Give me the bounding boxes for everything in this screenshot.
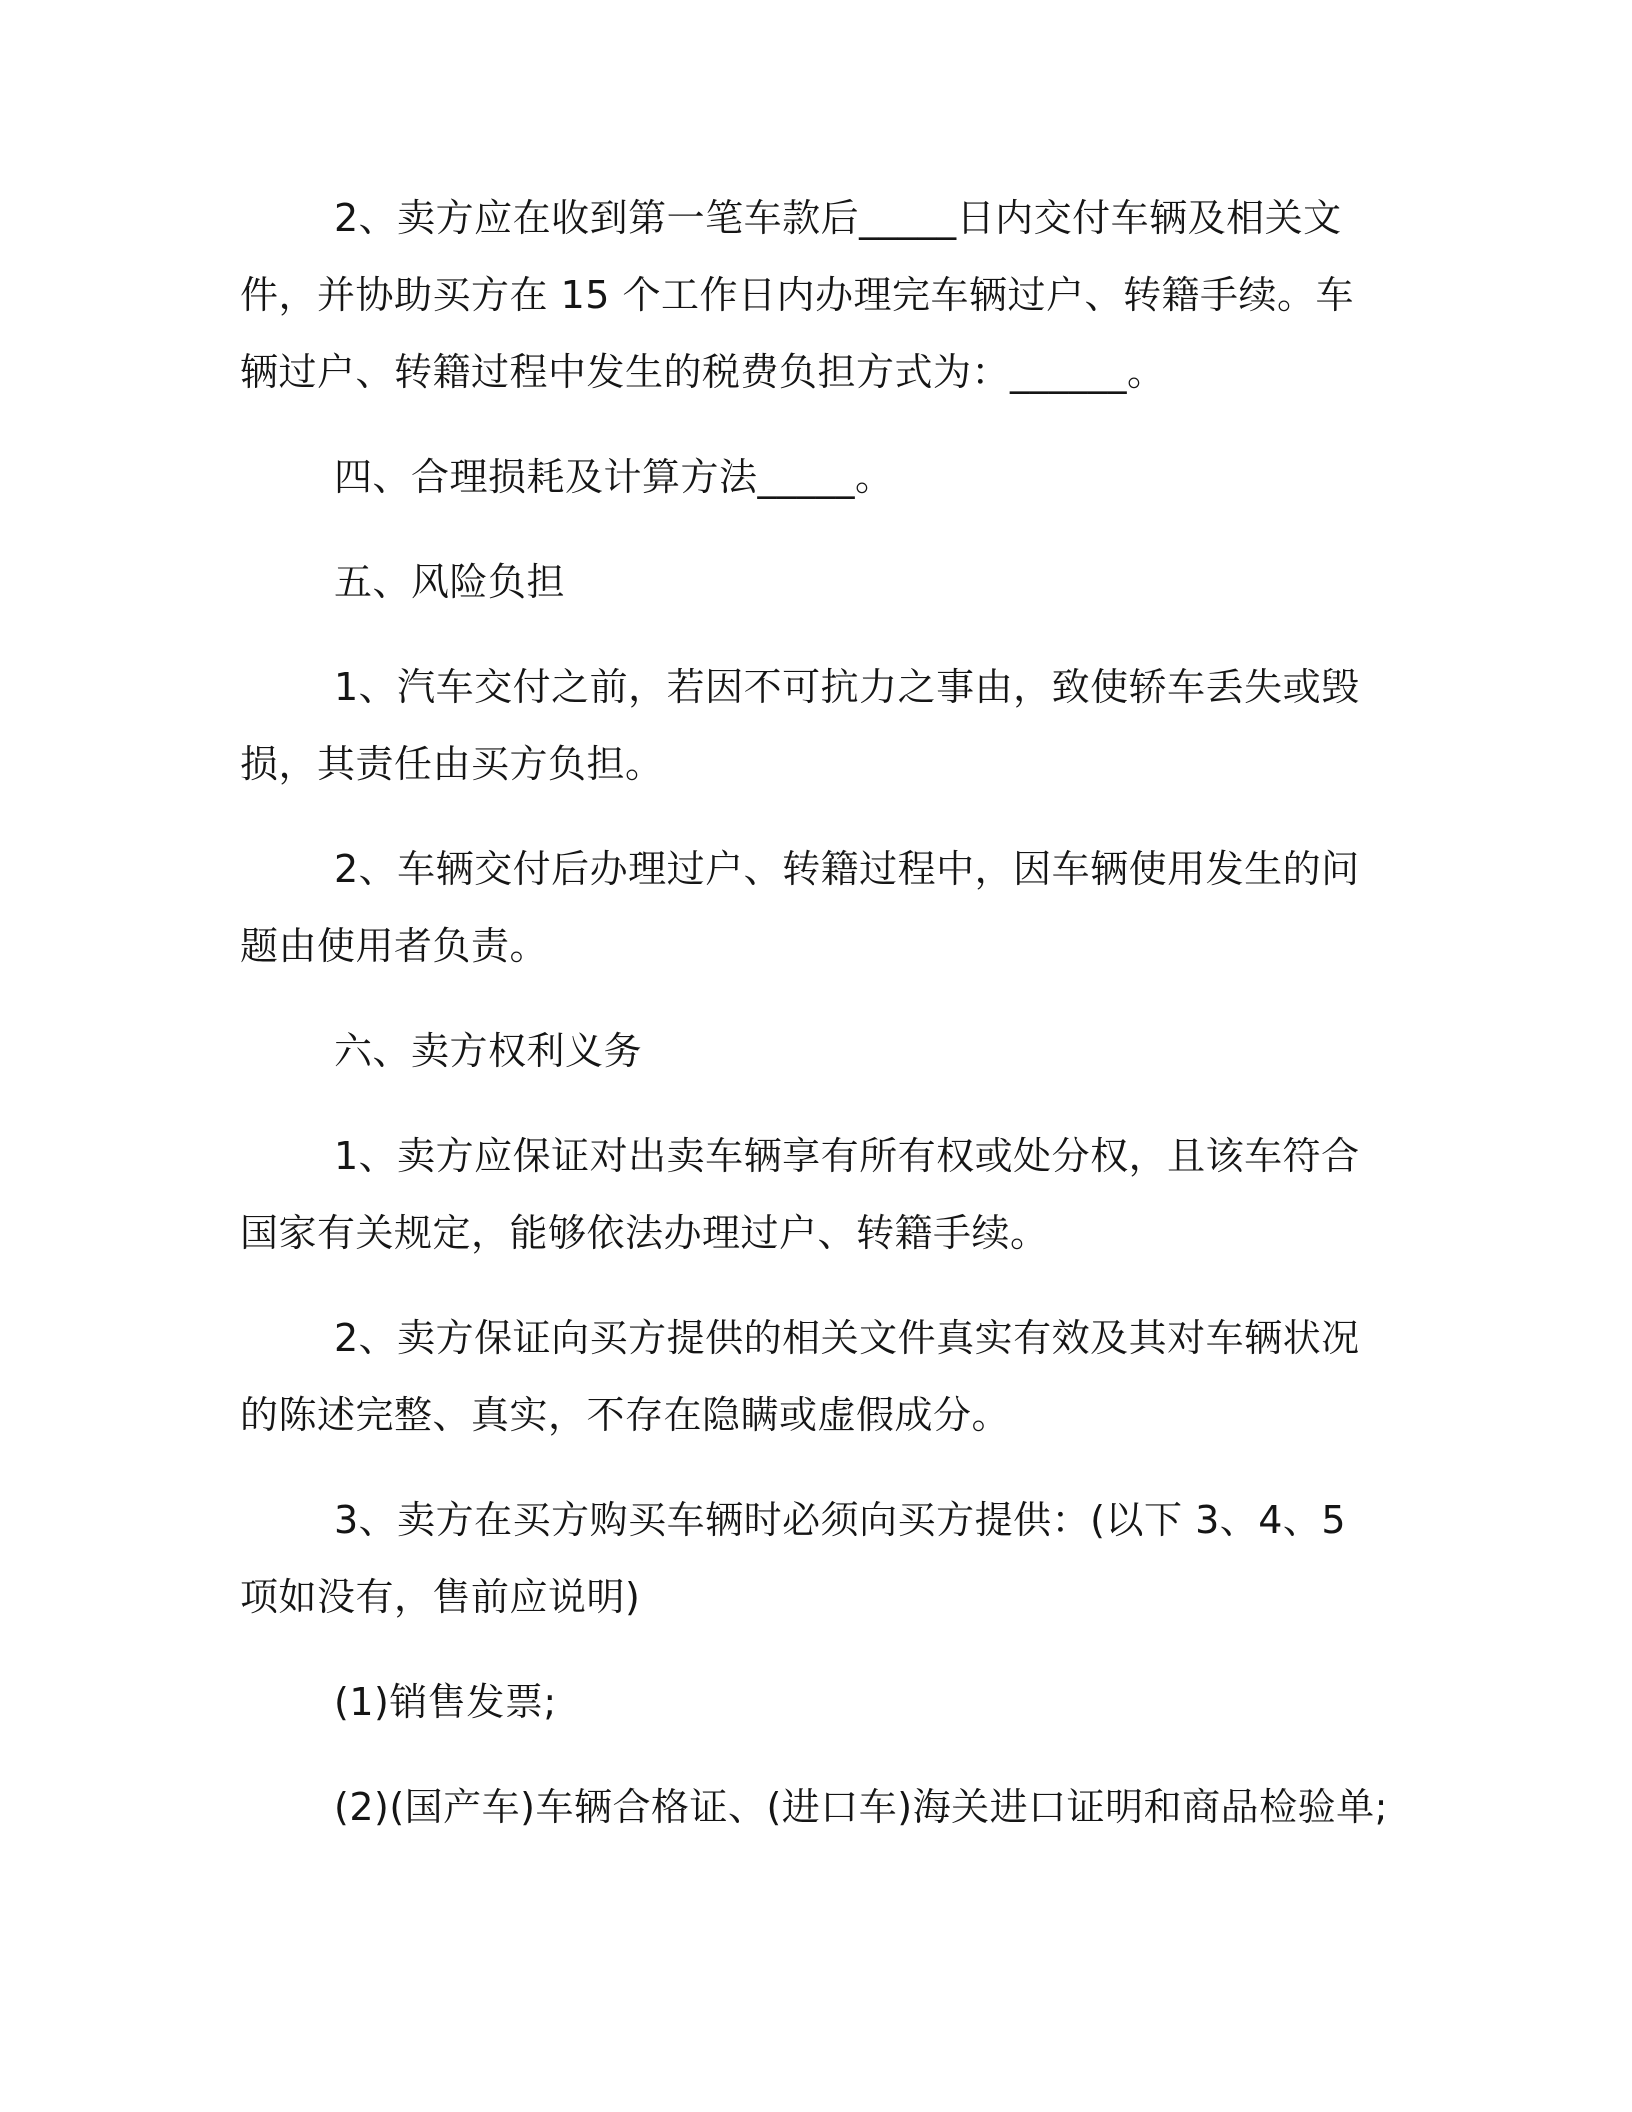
seller-clause-2-paragraph: 2、卖方保证向买方提供的相关文件真实有效及其对车辆状况的陈述完整、真实，不存在隐瞒或虚假成分。 (240, 1316, 1360, 1437)
document-list-item-2: (2)(国产车)车辆合格证、(进口车)海关进口证明和商品检验单; (334, 1785, 1388, 1829)
document-list-item-1: (1)销售发票; (334, 1680, 557, 1724)
section-six-heading: 六、卖方权利义务 (334, 1029, 643, 1073)
section-four-heading: 四、合理损耗及计算方法_____。 (334, 455, 894, 499)
clause-delivery-paragraph: 2、卖方应在收到第一笔车款后_____日内交付车辆及相关文件，并协助买方在 15 个工作日内办理完车辆过户、转籍手续。车辆过户、转籍过程中发生的税费负担方式为：______。 (240, 196, 1355, 394)
seller-clause-1-paragraph: 1、卖方应保证对出卖车辆享有所有权或处分权，且该车符合国家有关规定，能够依法办理过户、转籍手续。 (240, 1134, 1360, 1255)
document-body (240, 180, 1392, 1874)
section-five-heading: 五、风险负担 (334, 560, 566, 604)
risk-clause-1-paragraph: 1、汽车交付之前，若因不可抗力之事由，致使轿车丢失或毁损，其责任由买方负担。 (240, 665, 1360, 786)
risk-clause-2-paragraph: 2、车辆交付后办理过户、转籍过程中，因车辆使用发生的问题由使用者负责。 (240, 847, 1360, 968)
seller-clause-3-paragraph: 3、卖方在买方购买车辆时必须向买方提供：(以下 3、4、5 项如没有，售前应说明) (240, 1498, 1347, 1619)
